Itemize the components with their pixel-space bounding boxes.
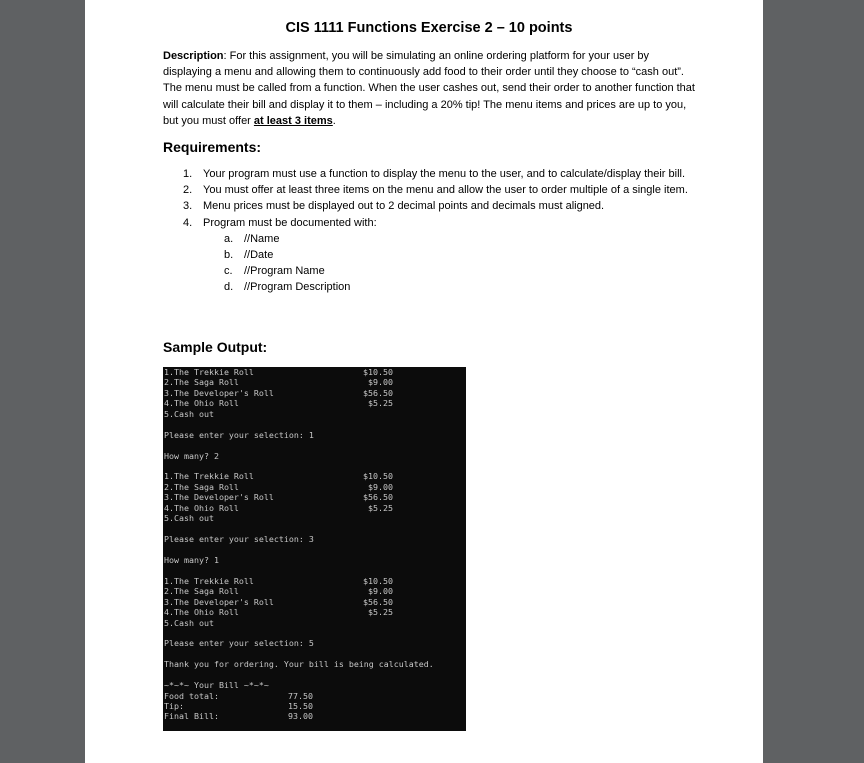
bill-value: 77.50 xyxy=(288,690,313,701)
console-message: Thank you for ordering. Your bill is being calculated. xyxy=(164,659,434,670)
requirement-text: Menu prices must be displayed out to 2 decimal points and decimals must aligned. xyxy=(203,200,605,213)
menu-item-price: $9.00 xyxy=(368,377,393,388)
bill-header: ~*~*~ Your Bill ~*~*~ xyxy=(164,680,269,691)
menu-item-price: $5.25 xyxy=(368,502,393,513)
menu-line xyxy=(163,597,466,607)
description-text: : For this assignment, you will be simulating an online ordering platform for your user by displaying a menu and allowing them to continuously add food to their order until they choose to “cash out”. The menu must be called from a function. When the user cashes out, send their order to another function that will calculate their bill and display it to them – including a 20% tip! The menu items and prices are up to you, but you must offer xyxy=(163,50,695,127)
menu-line xyxy=(163,492,466,502)
menu-item-label: 4.The Ohio Roll xyxy=(164,502,239,513)
menu-item-price: $56.50 xyxy=(363,492,393,503)
sub-item-letter: b. xyxy=(224,249,234,262)
sub-item-letter: d. xyxy=(224,281,234,294)
description-emphasis: at least 3 items xyxy=(253,114,333,127)
sub-item-letter: c. xyxy=(224,265,233,278)
console-prompt: Please enter your selection: 5 xyxy=(164,638,314,649)
requirement-item xyxy=(183,198,693,214)
menu-item-price: $5.25 xyxy=(368,607,393,618)
bill-label: Tip: xyxy=(164,701,184,711)
menu-item-price: $56.50 xyxy=(363,387,393,398)
requirement-text: Your program must use a function to display the menu to the user, and to calculate/display their bill. xyxy=(203,168,686,180)
menu-line xyxy=(163,482,466,492)
document-page xyxy=(85,0,763,763)
menu-item-price: $10.50 xyxy=(363,575,393,586)
bill-line xyxy=(163,711,466,721)
menu-line xyxy=(163,377,466,387)
description-paragraph xyxy=(163,48,695,129)
requirement-number: 1. xyxy=(183,168,193,180)
requirement-number: 4. xyxy=(183,216,193,229)
requirements-list xyxy=(183,166,693,296)
console-prompt: How many? 2 xyxy=(164,450,219,461)
menu-line xyxy=(163,576,466,586)
bill-line xyxy=(163,691,466,701)
menu-line xyxy=(163,471,466,481)
requirement-text: You must offer at least three items on the menu and allow the user to order multiple of a single item. xyxy=(203,184,688,197)
sub-item xyxy=(224,279,693,295)
sub-item xyxy=(224,247,693,263)
requirement-text: Program must be documented with: xyxy=(203,216,377,229)
menu-item-label: 5.Cash out xyxy=(164,513,214,524)
menu-item-price: $56.50 xyxy=(363,596,393,607)
bill-line xyxy=(163,701,466,711)
menu-line xyxy=(163,398,466,408)
menu-item-price: $9.00 xyxy=(368,586,393,597)
menu-line xyxy=(163,607,466,617)
menu-item-label: 3.The Developer's Roll xyxy=(164,387,274,398)
menu-line xyxy=(163,409,466,419)
menu-item-label: 5.Cash out xyxy=(164,617,214,628)
menu-item-label: 1.The Trekkie Roll xyxy=(164,575,254,586)
menu-item-label: 3.The Developer's Roll xyxy=(164,492,274,503)
console-prompt: Please enter your selection: 3 xyxy=(164,534,314,544)
page-title: CIS 1111 Functions Exercise 2 – 10 points xyxy=(285,20,573,36)
menu-item-label: 2.The Saga Roll xyxy=(164,586,239,597)
requirement-item xyxy=(183,215,693,231)
menu-item-label: 3.The Developer's Roll xyxy=(164,596,274,607)
requirements-heading: Requirements: xyxy=(163,139,262,155)
requirement-number: 2. xyxy=(183,184,193,197)
bill-label: Final Bill: xyxy=(164,711,219,722)
description-text-end: . xyxy=(332,114,336,127)
menu-item-price: $9.00 xyxy=(368,481,393,492)
sub-item-text: //Program Description xyxy=(244,281,351,294)
menu-line xyxy=(163,503,466,513)
sub-item-text: //Program Name xyxy=(244,265,325,278)
requirement-item xyxy=(183,182,693,198)
menu-item-label: 4.The Ohio Roll xyxy=(164,398,239,409)
menu-item-label: 2.The Saga Roll xyxy=(164,377,239,388)
documentation-sublist xyxy=(183,231,693,296)
sub-item xyxy=(224,263,693,279)
menu-item-label: 2.The Saga Roll xyxy=(164,481,239,492)
menu-line xyxy=(163,367,466,377)
bill-value: 93.00 xyxy=(288,711,313,722)
menu-item-label: 4.The Ohio Roll xyxy=(164,607,239,618)
console-output xyxy=(163,367,466,731)
menu-item-price: $10.50 xyxy=(363,471,393,482)
menu-line xyxy=(163,513,466,523)
menu-line xyxy=(163,618,466,628)
bill-label: Food total: xyxy=(164,690,219,701)
sample-output-heading: Sample Output: xyxy=(163,339,268,355)
menu-item-price: $5.25 xyxy=(368,398,393,409)
menu-line xyxy=(163,388,466,398)
description-label: Description xyxy=(163,50,224,62)
sub-item-letter: a. xyxy=(224,232,234,245)
requirement-number: 3. xyxy=(183,200,193,213)
sub-item xyxy=(224,231,693,247)
sub-item-text: //Date xyxy=(244,249,274,262)
console-prompt: How many? 1 xyxy=(164,554,219,565)
menu-item-label: 5.Cash out xyxy=(164,408,214,419)
sub-item-text: //Name xyxy=(244,232,280,245)
menu-line xyxy=(163,586,466,596)
console-prompt: Please enter your selection: 1 xyxy=(164,429,314,440)
menu-item-price: $10.50 xyxy=(363,367,393,377)
menu-item-label: 1.The Trekkie Roll xyxy=(164,471,254,482)
bill-value: 15.50 xyxy=(288,701,313,711)
menu-item-label: 1.The Trekkie Roll xyxy=(164,367,254,377)
requirement-item xyxy=(183,166,693,182)
